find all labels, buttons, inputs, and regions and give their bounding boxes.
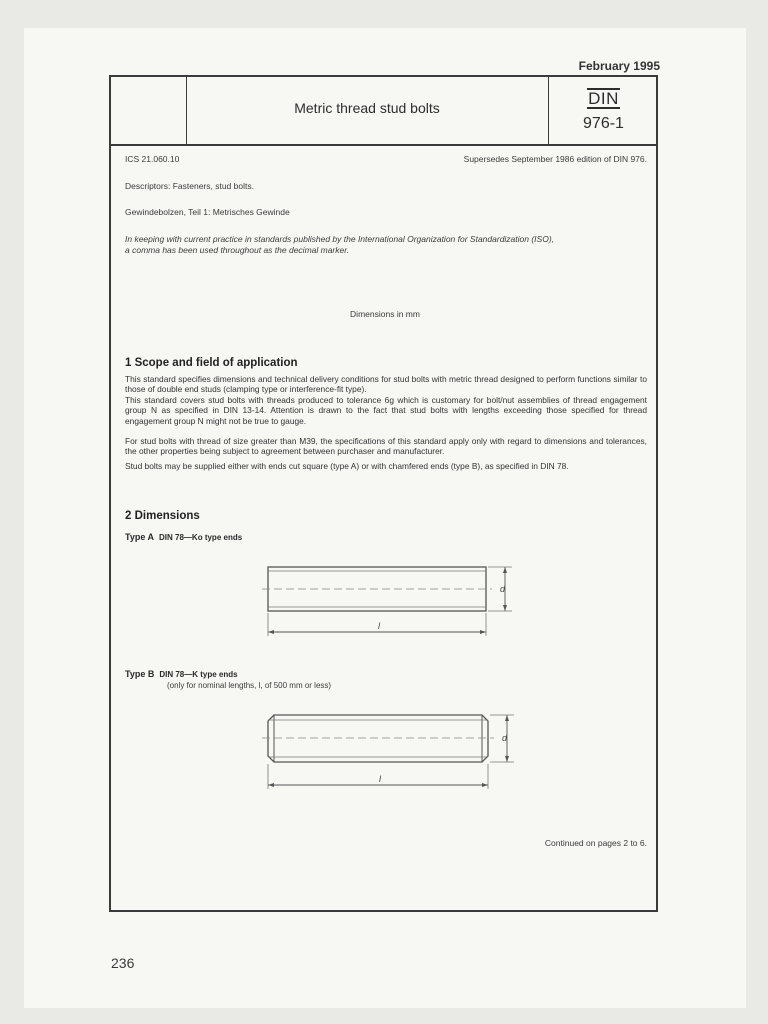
type-a-label: Type A DIN 78—Ko type ends	[125, 532, 243, 542]
decimal-note-line1: In keeping with current practice in standards published by the International Organization for Standardization (ISO),	[125, 234, 555, 244]
decimal-note-line2: a comma has been used throughout as the decimal marker.	[125, 245, 350, 255]
type-a-dim-d: d	[500, 584, 506, 594]
type-b-dim-l: l	[379, 774, 381, 784]
section1-paragraph1: This standard specifies dimensions and technical delivery conditions for stud bolts with metric thread designed to perform functions similar to those of double end studs (clamping type or interference-fit type).	[125, 374, 647, 395]
document-title: Metric thread stud bolts	[294, 100, 440, 116]
continued-note: Continued on pages 2 to 6.	[544, 838, 647, 848]
descriptors: Descriptors: Fasteners, stud bolts.	[125, 181, 254, 191]
type-b-dim-d: d	[502, 733, 508, 743]
section1-paragraph3: For stud bolts with thread of size greater than M39, the specifications of this standard apply only with regard to dimensions and tolerances, the other properties being subject to agreement between purchaser and manufacturer.	[125, 436, 647, 457]
type-b-note: (only for nominal lengths, l, of 500 mm or less)	[167, 681, 332, 690]
type-a-description: DIN 78—Ko type ends	[159, 533, 243, 542]
din-logo: DIN	[588, 89, 619, 108]
section1-paragraph2: This standard covers stud bolts with threads produced to tolerance 6g which is customary for bolt/nut assemblies of thread engagement group N as specified in DIN 13-14. Attention is drawn to the fact that stud bolts with lengths exceeding those specified for thread engagement group N might not be true to gauge.	[125, 395, 647, 426]
type-b-description: DIN 78—K type ends	[159, 670, 238, 679]
type-a-dim-l: l	[378, 621, 380, 631]
section1-heading: 1 Scope and field of application	[125, 357, 298, 369]
section1-paragraph4: Stud bolts may be supplied either with ends cut square (type A) or with chamfered ends (type B), as specified in DIN 78.	[125, 461, 569, 471]
units-note: Dimensions in mm	[350, 309, 420, 319]
german-title: Gewindebolzen, Teil 1: Metrisches Gewinde	[125, 207, 290, 217]
publication-date: February 1995	[578, 59, 660, 73]
section2-heading: 2 Dimensions	[125, 510, 200, 522]
page-number: 236	[111, 955, 135, 971]
supersedes-note: Supersedes September 1986 edition of DIN 976.	[463, 154, 647, 164]
ics-code: ICS 21.060.10	[125, 154, 180, 164]
type-b-label: Type B DIN 78—K type ends	[125, 669, 238, 679]
standard-number: 976-1	[583, 115, 624, 132]
